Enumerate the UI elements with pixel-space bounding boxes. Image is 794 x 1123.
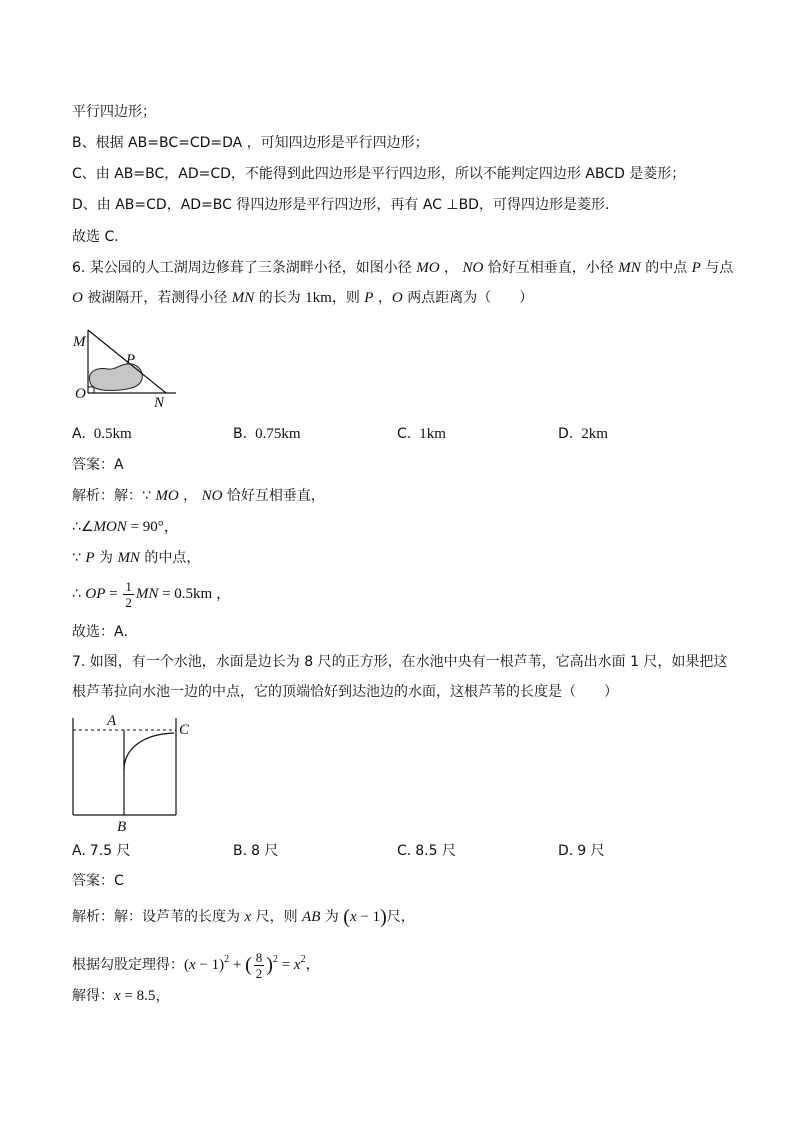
analysis-text: 解析：解：设芦苇的长度为 — [72, 909, 245, 925]
math-var: MN — [618, 260, 641, 276]
option-text: 9 尺 — [577, 843, 605, 859]
analysis-math: − 1) — [195, 957, 225, 973]
analysis-text: 根据勾股定理得： — [72, 957, 184, 973]
analysis-text: 尺， — [386, 909, 415, 925]
math-var: AB — [302, 909, 321, 925]
q6-option-d — [558, 424, 608, 444]
q6-stem-line-2 — [72, 288, 533, 308]
option-label: A. — [72, 426, 86, 442]
math-var: x — [293, 957, 301, 973]
right-angle-marker — [88, 387, 94, 393]
label-m: M — [73, 334, 86, 350]
math-var: MN — [135, 586, 159, 602]
q7-analysis-line-3 — [72, 986, 170, 1006]
stem-text: ， — [439, 260, 463, 276]
q7-stem-line-2: 根芦苇拉向水池一边的中点，它的顶端恰好到达池边的水面，这根芦苇的长度是（ ） — [72, 684, 618, 700]
option-text: 2km — [581, 426, 608, 442]
option-text: 8.5 尺 — [415, 843, 456, 859]
q6-option-a — [72, 424, 132, 444]
analysis-text: ， — [305, 957, 320, 973]
option-label: A. — [72, 843, 86, 859]
q7-analysis-line-1 — [72, 902, 415, 932]
analysis-math: − 1 — [356, 909, 381, 925]
prev-solution-option-b: B、根据 AB=BC=CD=DA ，可知四边形是平行四边形； — [72, 135, 429, 151]
option-label: B. — [233, 426, 248, 442]
math-value: 1km — [305, 290, 332, 306]
q7-analysis-line-2 — [72, 945, 320, 981]
math-var: NO — [201, 488, 223, 504]
stem-text: 与点 — [700, 260, 734, 276]
stem-text: 恰好互相垂直，小径 — [483, 260, 619, 276]
option-text: 1km — [419, 426, 446, 442]
q6-option-b — [233, 424, 300, 444]
prev-solution-conclusion: 故选 C． — [72, 229, 129, 245]
stem-text: 的中点 — [640, 260, 692, 276]
analysis-text: 尺，则 — [251, 909, 303, 925]
stem-text: ，则 — [331, 290, 365, 306]
q6-analysis-line-3 — [72, 548, 200, 568]
label-b: B — [117, 819, 127, 835]
analysis-math: = 90°， — [126, 519, 179, 535]
fraction-numerator: 1 — [125, 578, 132, 594]
option-label: D. — [558, 843, 574, 859]
paren-open: ( — [343, 906, 350, 928]
math-var: MN — [231, 290, 255, 306]
exponent: 2 — [300, 954, 306, 965]
q7-stem-line-1: 7. 如图，有一个水池，水面是边长为 8 尺的正方形，在水池中央有一根芦苇，它高出水面 1 尺，如果把这 — [72, 654, 728, 670]
math-var: P — [364, 290, 374, 306]
paren-close: ) — [380, 906, 387, 928]
fraction-numerator: 8 — [255, 949, 263, 965]
math-var: O — [391, 290, 403, 306]
option-label: D. — [558, 426, 574, 442]
q6-option-c — [397, 424, 446, 444]
analysis-math: = 0.5km ， — [158, 586, 231, 602]
analysis-text: 解析：解：∵ — [72, 488, 156, 504]
q7-option-b — [233, 841, 278, 861]
option-label: C. — [397, 843, 412, 859]
math-var: MO — [416, 260, 440, 276]
analysis-text: 为 — [320, 909, 344, 925]
analysis-text: ∴∠ — [72, 519, 94, 535]
fraction-denominator: 2 — [255, 965, 263, 981]
analysis-text: ∵ — [72, 550, 86, 566]
fraction — [123, 580, 134, 609]
label-n: N — [154, 395, 165, 411]
analysis-math: = 8.5， — [120, 988, 171, 1004]
q6-answer: 答案：A — [72, 457, 124, 473]
q6-analysis-line-4 — [72, 579, 231, 609]
fraction — [254, 951, 265, 980]
q6-analysis-line-1 — [72, 486, 325, 506]
option-text: 7.5 尺 — [89, 843, 131, 859]
label-a: A — [107, 713, 117, 729]
math-var: P — [85, 550, 95, 566]
label-c: C — [179, 722, 190, 738]
q7-option-d — [558, 841, 605, 861]
math-var: MN — [117, 550, 140, 566]
analysis-text: 的中点， — [139, 550, 201, 566]
prev-solution-line-1: 平行四边形； — [72, 104, 156, 120]
label-p: P — [126, 352, 136, 368]
label-o: O — [75, 386, 86, 402]
stem-text: 6. 某公园的人工湖周边修葺了三条湖畔小径，如图小径 — [72, 260, 417, 276]
analysis-math: = — [277, 957, 294, 973]
q7-option-c — [397, 841, 456, 861]
math-var: P — [691, 260, 701, 276]
math-var: NO — [462, 260, 484, 276]
stem-text: ， — [373, 290, 392, 306]
q6-stem-line-1 — [72, 258, 733, 278]
math-var: x — [244, 909, 252, 925]
prev-solution-option-c: C、由 AB=BC，AD=CD，不能得到此四边形是平行四边形，所以不能判定四边形 ABCD 是菱形； — [72, 166, 686, 182]
option-text: 0.5km — [93, 426, 132, 442]
math-var: x — [349, 909, 357, 925]
math-var: O — [72, 290, 83, 306]
analysis-text: 恰好互相垂直， — [222, 488, 325, 504]
math-var: MON — [93, 519, 127, 535]
analysis-math: + — [229, 957, 246, 973]
q7-option-a — [72, 841, 131, 861]
analysis-text: 解得： — [72, 988, 114, 1004]
option-text: 0.75km — [255, 426, 301, 442]
option-text: 8 尺 — [251, 843, 279, 859]
math-var: x — [189, 957, 196, 973]
option-label: C. — [397, 426, 412, 442]
fraction-denominator: 2 — [125, 594, 132, 610]
q7-figure — [60, 708, 200, 834]
analysis-text: ， — [178, 488, 202, 504]
exponent: 2 — [224, 954, 230, 965]
option-label: B. — [233, 843, 248, 859]
q7-answer: 答案：C — [72, 873, 124, 889]
stem-text: 的长为 — [254, 290, 306, 306]
reed-arc — [124, 733, 174, 770]
math-var: OP — [85, 586, 106, 602]
math-var: x — [114, 988, 121, 1004]
analysis-text: ∴ — [72, 586, 86, 602]
q6-analysis-line-2 — [72, 517, 179, 537]
q6-analysis-conclusion: 故选：A． — [72, 624, 138, 640]
analysis-math: = — [105, 586, 122, 602]
stem-text: 两点距离为（ ） — [402, 290, 534, 306]
paren-close: ) — [266, 954, 273, 976]
math-var: MO — [155, 488, 179, 504]
q6-figure — [60, 320, 190, 415]
paren-open: ( — [245, 954, 252, 976]
exponent: 2 — [272, 954, 278, 965]
paren-open: ( — [184, 957, 189, 973]
analysis-text: 为 — [94, 550, 118, 566]
stem-text: 被湖隔开，若测得小径 — [82, 290, 232, 306]
prev-solution-option-d: D、由 AB=CD，AD=BC 得四边形是平行四边形，再有 AC ⊥BD，可得四边形是菱形． — [72, 197, 619, 213]
